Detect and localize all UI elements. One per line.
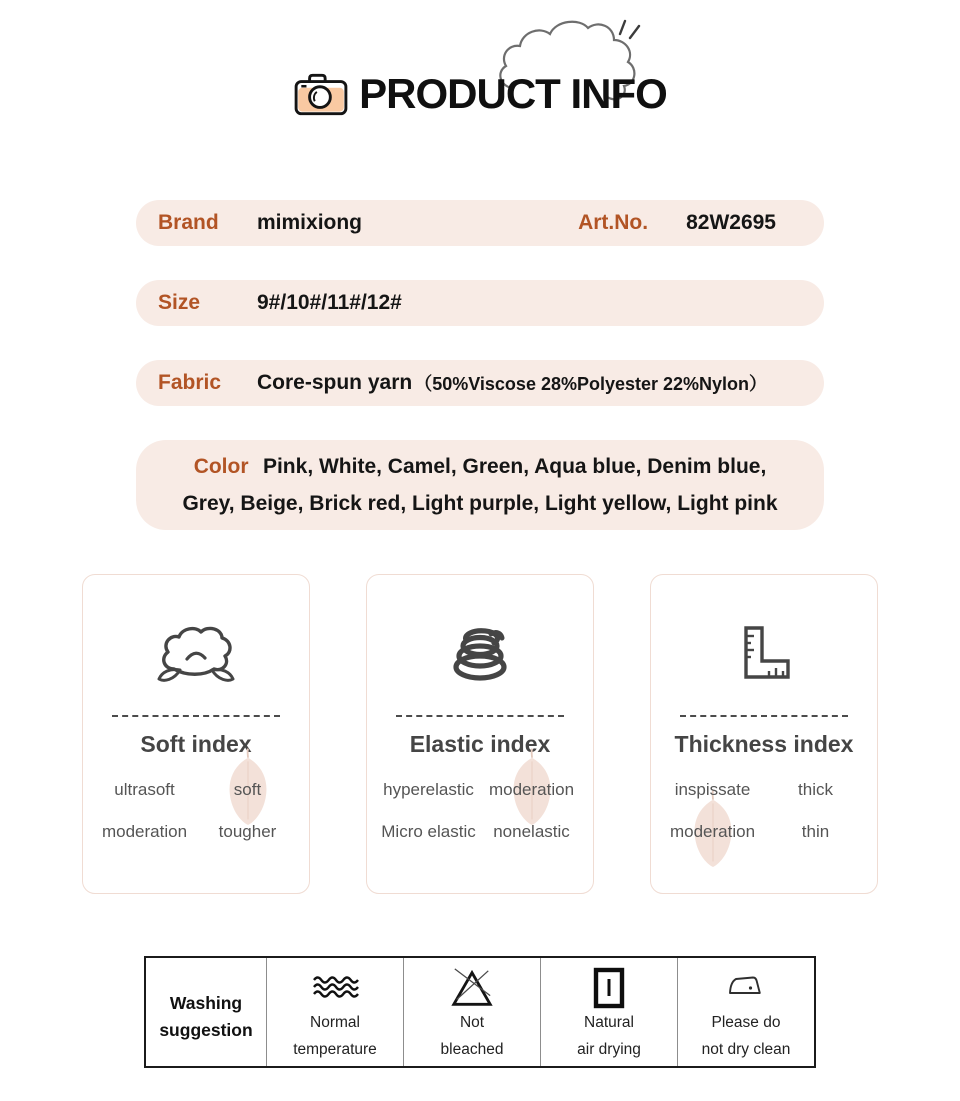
thickness-options [651,776,877,846]
header [0,0,960,172]
washing-label-line2: suggestion [159,1019,253,1040]
brand-label: Brand [158,211,219,234]
normal-temperature-cell [266,958,403,1066]
wash-caption-line1: Please do [711,1014,781,1031]
camera-icon [293,71,349,117]
fabric-composition: （50%Viscose 28%Polyester 22%Nylon） [414,374,768,394]
washing-label-line1: Washing [169,992,243,1013]
wash-caption-line2: temperature [293,1041,377,1058]
color-values-line1: Pink, White, Camel, Green, Aqua blue, Denim blue, [262,455,767,478]
washing-label-cell [146,958,266,1066]
artno-pair [578,211,776,235]
size-row [136,280,824,326]
option-micro-elastic: Micro elastic [381,822,476,841]
fabric-row [136,360,824,406]
wash-caption-line1: Natural [584,1014,634,1031]
option-moderation-selected: moderation [480,776,583,804]
option-moderation-selected: moderation [661,818,764,846]
size-label: Size [158,291,201,314]
option-inspissate: inspissate [674,780,751,799]
fabric-value: Core-spun yarn [257,371,413,394]
elastic-options [367,776,593,846]
artno-label: Art.No. [578,211,649,234]
option-nonelastic: nonelastic [493,822,570,841]
no-dry-clean-icon [723,967,769,1009]
title-row [0,70,960,118]
dashed-divider [680,715,848,717]
option-thick: thick [798,780,833,799]
thickness-index-title: Thickness index [674,731,854,757]
dashed-divider [112,715,280,717]
wash-caption-line2: bleached [440,1041,504,1058]
wash-caption-line1: Normal [310,1014,360,1031]
color-row [136,440,824,530]
option-tougher: tougher [218,822,277,841]
wave-icon [311,967,359,1009]
ruler-icon [734,613,794,693]
brand-value: mimixiong [257,211,363,234]
no-dry-clean-cell [677,958,814,1066]
info-rows [136,200,824,530]
color-line-1 [140,449,820,486]
size-value: 9#/10#/11#/12# [257,291,402,314]
option-soft-selected: soft [196,776,299,804]
option-moderation: moderation [101,822,188,841]
cotton-icon [156,613,236,693]
page-title: PRODUCT INFO [359,70,667,117]
option-hyperelastic: hyperelastic [383,780,474,799]
soft-index-title: Soft index [140,731,252,757]
wash-caption-line1: Not [459,1014,485,1031]
fabric-label: Fabric [158,371,222,394]
thickness-index-card [650,574,878,894]
wash-caption-line2: air drying [577,1041,641,1058]
soft-options [83,776,309,846]
elastic-index-card [366,574,594,894]
soft-index-card [82,574,310,894]
elastic-index-title: Elastic index [409,731,551,757]
brand-row [136,200,824,246]
artno-value: 82W2695 [686,211,776,234]
natural-air-drying-cell [540,958,677,1066]
not-bleached-cell [403,958,540,1066]
washing-suggestion-table [144,956,816,1068]
no-bleach-icon [447,967,497,1009]
dashed-divider [396,715,564,717]
option-ultrasoft: ultrasoft [114,780,175,799]
option-thin: thin [801,822,830,841]
wash-caption-line2: not dry clean [701,1041,791,1058]
color-values-line2: Grey, Beige, Brick red, Light purple, Light yellow, Light pink [182,492,778,515]
air-dry-icon [592,967,626,1009]
index-cards [82,574,878,894]
color-label: Color [193,455,249,478]
spring-icon [447,613,513,693]
